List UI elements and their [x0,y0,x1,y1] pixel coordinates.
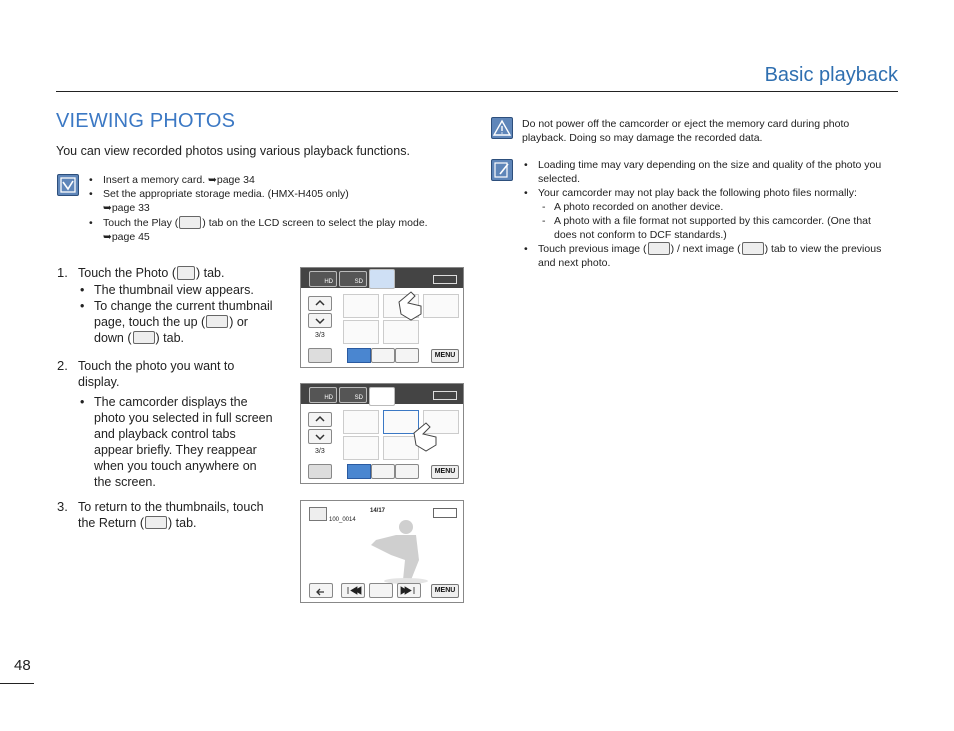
hand-pointer-icon [406,419,442,460]
page-count: 3/3 [315,448,325,455]
photo-thumbnail [343,320,379,344]
sd-tab: SD [339,387,367,403]
list-item: • Set the appropriate storage media. (HMX-H405 only) ➥page 33 [87,187,467,215]
photo-display [351,515,441,590]
grid-tab [371,348,395,363]
section-title: VIEWING PHOTOS [56,110,236,132]
step-number: 2. [57,358,68,373]
screen-top-bar [301,268,463,288]
menu-button: MENU [431,349,459,363]
up-tab-icon [206,315,228,328]
list-item: • Touch the Play ( ) tab on the LCD screen to select the play mode. ➥page 45 [87,216,467,244]
list-item: • To change the current thumbnail page, touch the up ( ) or down ( ) tab. [78,298,278,346]
notes-list [522,158,894,270]
return-tab [309,583,333,598]
previous-image-icon [648,242,670,255]
step-1: Touch the Photo ( ) tab. • The thumbnail view appears. • To change the current thumbnail page, touch the up ( ) or down ( ) tab. [78,265,278,346]
image-index: 14/17 [370,508,386,514]
thumbnail-select-screen [300,383,464,484]
photo-mode-icon [309,507,327,521]
footer-divider [0,683,34,684]
step-2: Touch the photo you want to display. • The camcorder displays the photo you selected in full screen and playback control tabs appear briefly. They reappear when you touch anywhere on the screen. [78,358,273,490]
sd-tab: SD [339,271,367,287]
folder-tab [395,348,419,363]
hd-tab: HD [309,387,337,403]
down-tab-icon [133,331,155,344]
header-divider [56,91,898,92]
play-tab-icon [179,216,201,229]
prereq-list [87,173,467,244]
photo-tab [369,387,395,406]
checklist-icon [57,174,79,196]
grid-tab [371,464,395,479]
view-tab [347,348,371,363]
menu-button: MENU [431,584,459,598]
photo-thumbnail [343,410,379,434]
up-tab [308,412,332,427]
camera-mode-tab [308,464,332,479]
file-number: 100_0014 [329,517,356,523]
photo-thumbnail [343,294,379,318]
menu-button: MENU [431,465,459,479]
down-tab [308,313,332,328]
next-image-icon [742,242,764,255]
return-tab-icon [145,516,167,529]
down-tab [308,429,332,444]
next-image-tab [397,583,421,598]
folder-tab [395,464,419,479]
intro-text: You can view recorded photos using various playback functions. [56,144,410,158]
list-item: • The camcorder displays the photo you selected in full screen and playback control tabs appear briefly. They reappear when you touch anywhere on the screen. [78,394,273,490]
photo-tab-icon [177,266,195,280]
battery-icon [433,391,457,400]
photo-thumbnail [343,436,379,460]
page-number: 48 [14,657,31,674]
step-number: 3. [57,499,68,514]
camera-mode-tab [308,348,332,363]
list-item: • The thumbnail view appears. [78,282,278,298]
previous-image-tab [341,583,365,598]
photo-tab [369,269,395,289]
up-tab [308,296,332,311]
hd-tab: HD [309,271,337,287]
screen-top-bar [301,384,463,404]
chapter-title: Basic playback [764,64,898,86]
list-item: • Loading time may vary depending on the size and quality of the photo you selected. [522,158,894,186]
step-number: 1. [57,265,68,280]
page-count: 3/3 [315,332,325,339]
list-item: • Insert a memory card. ➥page 34 [87,173,467,187]
list-item: - A photo with a file format not supported by this camcorder. (One that does not conform to DCF standards.) [538,214,894,242]
list-item: • Touch previous image ( ) / next image ( ) tab to view the previous and next photo. [522,242,894,270]
hand-pointer-icon [391,288,427,329]
battery-icon [433,275,457,284]
step-3: To return to the thumbnails, touch the Return ( ) tab. [78,500,264,530]
thumbnail-screen [300,267,464,368]
caution-icon [491,117,513,139]
view-tab [347,464,371,479]
photo-thumbnail [423,294,459,318]
slideshow-tab [369,583,393,598]
list-item: - A photo recorded on another device. [538,200,894,214]
full-screen-view [300,500,464,603]
list-item: • Your camcorder may not play back the following photo files normally: - A photo recorded on another device. - A photo with a file format not supported by this camcorder. (One that does not conform to DCF standards.) [522,186,894,242]
caution-text: Do not power off the camcorder or eject the memory card during photo playback. Doing so may damage the recorded data. [522,118,850,144]
note-icon [491,159,513,181]
